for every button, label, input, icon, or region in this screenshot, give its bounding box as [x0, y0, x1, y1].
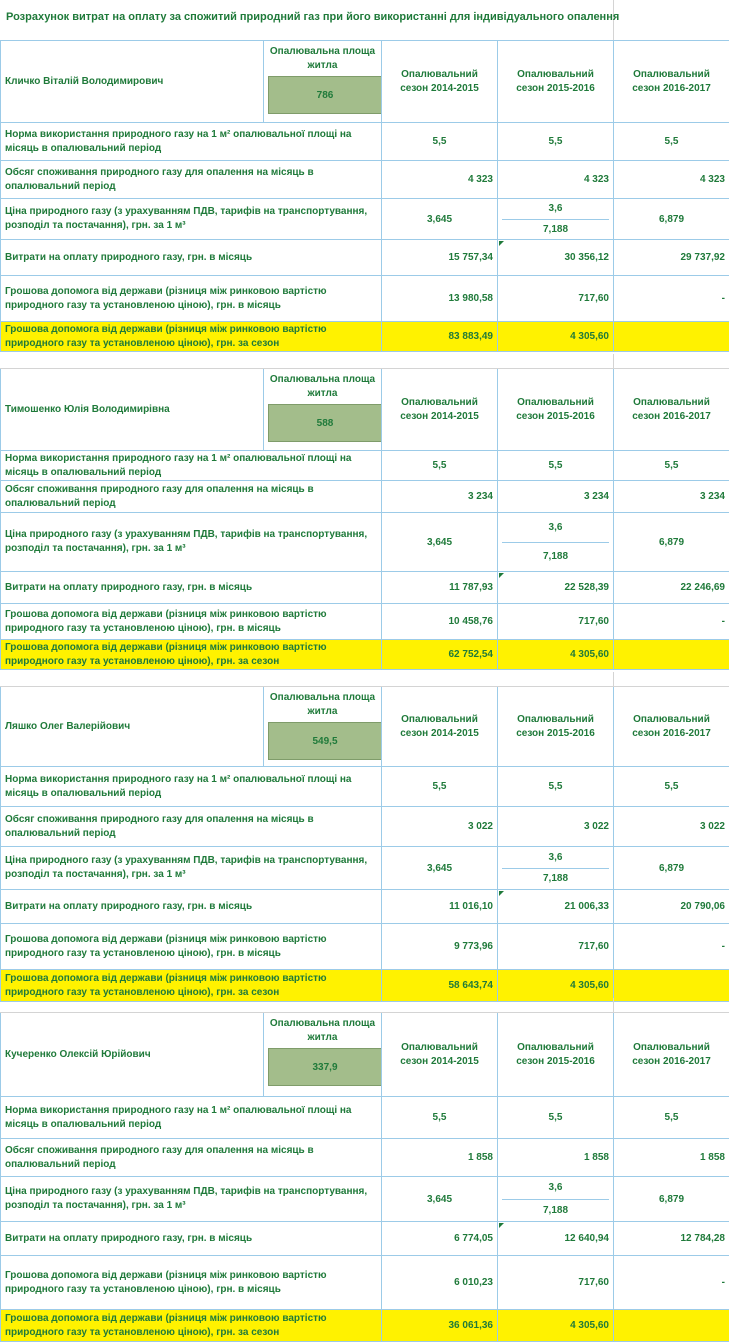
cost-row: [1, 240, 729, 276]
norm-value-text: 5,5: [665, 460, 679, 471]
norm-value-text: 5,5: [665, 781, 679, 792]
aid-season-value-text: 4 305,60: [570, 331, 609, 342]
volume-value[interactable]: [614, 807, 729, 847]
cost-value-text: 6 774,05: [454, 1233, 493, 1244]
season-header-2014[interactable]: [382, 41, 498, 123]
person-name: Кучеренко Олексій Юрійович: [5, 1049, 151, 1060]
volume-value[interactable]: [382, 807, 498, 847]
aid-month-value[interactable]: [614, 604, 729, 640]
season-header-2016[interactable]: [614, 41, 729, 123]
person-name: Тимошенко Юлія Володимирівна: [5, 404, 170, 415]
price-value-a: 3,6: [502, 1177, 609, 1200]
volume-row: [1, 1139, 729, 1177]
person-name-cell[interactable]: [1, 369, 264, 451]
cost-value[interactable]: [614, 572, 729, 604]
person-header-row: [1, 41, 729, 123]
norm-label-text: Норма використання природного газу на 1 м² опалювальної площі на місяць в опалювальний період: [5, 453, 351, 478]
area-value: 588: [268, 404, 382, 442]
cost-value[interactable]: [498, 572, 614, 604]
season-header-2016-text: Опалювальний сезон 2016-2017: [632, 69, 711, 94]
aid-month-value-text: 9 773,96: [454, 941, 493, 952]
cost-label-text: Витрати на оплату природного газу, грн. в місяць: [5, 901, 252, 912]
header-empty-cell[interactable]: [614, 0, 729, 41]
aid-season-row: [1, 322, 729, 352]
volume-value-text: 3 234: [584, 491, 609, 502]
volume-value[interactable]: [614, 481, 729, 513]
season-header-2015-text: Опалювальний сезон 2015-2016: [516, 714, 595, 739]
aid-month-value[interactable]: [382, 604, 498, 640]
price-label[interactable]: [1, 513, 382, 572]
area-cell[interactable]: [264, 687, 382, 767]
price-value[interactable]: [614, 847, 729, 890]
volume-row: [1, 161, 729, 199]
aid-season-value-text: 62 752,54: [449, 649, 494, 660]
season-header-2016[interactable]: [614, 369, 729, 451]
season-header-2014-text: Опалювальний сезон 2014-2015: [400, 1042, 479, 1067]
price-label[interactable]: [1, 847, 382, 890]
price-label[interactable]: [1, 1177, 382, 1222]
price-value-b: 7,188: [502, 543, 609, 572]
price-value-a: 3,6: [502, 513, 609, 543]
price-split-cell[interactable]: [498, 199, 614, 240]
volume-value-text: 3 234: [468, 491, 493, 502]
spacer-row: [0, 354, 729, 369]
sheet-title: Розрахунок витрат на оплату за спожитий природний газ при його використанні для індивідуального опалення: [6, 11, 619, 23]
area-label: Опалювальна площа житла: [268, 691, 377, 719]
aid-season-label-text: Грошова допомога від держави (різниця між ринковою вартістю природного газу та установленою ціною), грн. за сезон: [5, 324, 327, 349]
aid-season-value[interactable]: [498, 1310, 614, 1342]
season-header-2014-text: Опалювальний сезон 2014-2015: [400, 714, 479, 739]
price-value-b: 7,188: [502, 1200, 609, 1222]
cost-value[interactable]: [382, 1222, 498, 1256]
aid-month-label[interactable]: [1, 604, 382, 640]
volume-value[interactable]: [614, 1139, 729, 1177]
aid-month-value[interactable]: [498, 604, 614, 640]
aid-season-label[interactable]: [1, 322, 382, 352]
calc-table: [0, 1012, 729, 1342]
norm-value-text: 5,5: [433, 781, 447, 792]
aid-season-value-text: 4 305,60: [570, 1320, 609, 1331]
volume-label[interactable]: [1, 1139, 382, 1177]
volume-value-text: 3 022: [700, 821, 725, 832]
aid-season-row: [1, 970, 729, 1002]
volume-value[interactable]: [498, 807, 614, 847]
price-value-b: 7,188: [502, 220, 609, 240]
price-value[interactable]: [382, 199, 498, 240]
aid-month-row: [1, 276, 729, 322]
volume-value-text: 4 323: [700, 174, 725, 185]
aid-season-value[interactable]: [614, 1310, 729, 1342]
price-split-cell[interactable]: [498, 847, 614, 890]
aid-season-label[interactable]: [1, 970, 382, 1002]
price-value[interactable]: [614, 513, 729, 572]
cost-value[interactable]: [614, 240, 729, 276]
price-row: [1, 199, 729, 240]
aid-month-row: [1, 1256, 729, 1310]
aid-season-value[interactable]: [382, 1310, 498, 1342]
norm-value[interactable]: [382, 767, 498, 807]
norm-value[interactable]: [614, 451, 729, 481]
person-block: [0, 686, 729, 1002]
person-name: Ляшко Олег Валерійович: [5, 721, 130, 732]
cost-label[interactable]: [1, 1222, 382, 1256]
norm-value-text: 5,5: [433, 1112, 447, 1123]
cost-value-text: 21 006,33: [565, 901, 610, 912]
price-value-text: 3,645: [427, 537, 452, 548]
aid-month-label[interactable]: [1, 276, 382, 322]
calc-table: [0, 686, 729, 1002]
aid-month-label[interactable]: [1, 924, 382, 970]
aid-month-value[interactable]: [614, 276, 729, 322]
person-name-cell[interactable]: [1, 687, 264, 767]
norm-label-text: Норма використання природного газу на 1 м² опалювальної площі на місяць в опалювальний період: [5, 774, 351, 799]
season-header-2014[interactable]: [382, 369, 498, 451]
person-header-row: [1, 369, 729, 451]
area-label: Опалювальна площа житла: [268, 45, 377, 73]
norm-value-text: 5,5: [433, 136, 447, 147]
price-value-text: 6,879: [659, 1194, 684, 1205]
aid-month-value[interactable]: [614, 924, 729, 970]
aid-month-value[interactable]: [382, 276, 498, 322]
aid-month-value-text: 717,60: [578, 941, 609, 952]
norm-value[interactable]: [614, 1097, 729, 1139]
comment-indicator-icon: [499, 891, 504, 896]
volume-value-text: 1 858: [468, 1152, 493, 1163]
season-header-2014[interactable]: [382, 687, 498, 767]
norm-value[interactable]: [498, 123, 614, 161]
spacer-row: [0, 672, 729, 687]
aid-season-label-text: Грошова допомога від держави (різниця між ринковою вартістю природного газу та установленою ціною), грн. за сезон: [5, 1313, 327, 1338]
volume-value[interactable]: [498, 161, 614, 199]
area-cell[interactable]: [264, 1013, 382, 1097]
price-label-text: Ціна природного газу (з урахуванням ПДВ, тарифів на транспортування, розподіл та постачання), грн. за 1 м³: [5, 529, 367, 554]
volume-label[interactable]: [1, 161, 382, 199]
price-row: [1, 847, 729, 890]
volume-label-text: Обсяг споживання природного газу для опалення на місяць в опалювальний період: [5, 167, 314, 192]
season-header-2015-text: Опалювальний сезон 2015-2016: [516, 1042, 595, 1067]
aid-season-value[interactable]: [498, 640, 614, 670]
volume-value-text: 1 858: [584, 1152, 609, 1163]
price-value-b: 7,188: [502, 869, 609, 890]
aid-season-label-text: Грошова допомога від держави (різниця між ринковою вартістю природного газу та установленою ціною), грн. за сезон: [5, 642, 327, 667]
aid-month-label-text: Грошова допомога від держави (різниця між ринковою вартістю природного газу та установленою ціною), грн. в місяць: [5, 609, 327, 634]
aid-month-label-text: Грошова допомога від держави (різниця між ринковою вартістю природного газу та установленою ціною), грн. в місяць: [5, 1270, 327, 1295]
aid-month-value-text: 10 458,76: [449, 616, 494, 627]
season-header-2015[interactable]: [498, 1013, 614, 1097]
area-value: 337,9: [268, 1048, 382, 1086]
norm-value[interactable]: [614, 767, 729, 807]
season-header-2015[interactable]: [498, 687, 614, 767]
aid-season-value-text: 58 643,74: [449, 980, 494, 991]
aid-month-value-text: -: [722, 293, 725, 304]
volume-value[interactable]: [498, 1139, 614, 1177]
volume-value-text: 3 234: [700, 491, 725, 502]
norm-label[interactable]: [1, 123, 382, 161]
cost-value-text: 20 790,06: [681, 901, 726, 912]
price-label-text: Ціна природного газу (з урахуванням ПДВ, тарифів на транспортування, розподіл та постачання), грн. за 1 м³: [5, 855, 367, 880]
season-header-2014-text: Опалювальний сезон 2014-2015: [400, 69, 479, 94]
aid-season-value-text: 4 305,60: [570, 649, 609, 660]
aid-month-value[interactable]: [498, 924, 614, 970]
season-header-2015-text: Опалювальний сезон 2015-2016: [516, 69, 595, 94]
sheet-header-cell[interactable]: [0, 0, 614, 41]
volume-value[interactable]: [382, 481, 498, 513]
season-header-2016[interactable]: [614, 687, 729, 767]
aid-season-value-text: 4 305,60: [570, 980, 609, 991]
aid-month-row: [1, 604, 729, 640]
aid-season-value[interactable]: [382, 970, 498, 1002]
cost-value[interactable]: [498, 890, 614, 924]
cost-value[interactable]: [614, 890, 729, 924]
area-cell[interactable]: [264, 369, 382, 451]
aid-season-value[interactable]: [614, 970, 729, 1002]
cost-value-text: 12 784,28: [681, 1233, 726, 1244]
aid-month-value-text: 717,60: [578, 616, 609, 627]
cost-value[interactable]: [614, 1222, 729, 1256]
volume-value-text: 3 022: [584, 821, 609, 832]
aid-month-label-text: Грошова допомога від держави (різниця між ринковою вартістю природного газу та установленою ціною), грн. в місяць: [5, 286, 327, 311]
cost-value[interactable]: [382, 240, 498, 276]
cost-label-text: Витрати на оплату природного газу, грн. в місяць: [5, 1233, 252, 1244]
aid-month-value-text: 6 010,23: [454, 1277, 493, 1288]
norm-value[interactable]: [382, 1097, 498, 1139]
price-value-text: 3,645: [427, 214, 452, 225]
cost-value[interactable]: [382, 890, 498, 924]
volume-row: [1, 807, 729, 847]
aid-month-label-text: Грошова допомога від держави (різниця між ринковою вартістю природного газу та установленою ціною), грн. в місяць: [5, 934, 327, 959]
grid-line: [613, 998, 614, 1012]
aid-season-row: [1, 1310, 729, 1342]
cost-value[interactable]: [498, 1222, 614, 1256]
price-value-text: 6,879: [659, 214, 684, 225]
price-value-a: 3,6: [502, 847, 609, 869]
aid-month-value-text: -: [722, 941, 725, 952]
norm-label[interactable]: [1, 767, 382, 807]
norm-value[interactable]: [614, 123, 729, 161]
norm-value[interactable]: [382, 451, 498, 481]
volume-value-text: 3 022: [468, 821, 493, 832]
cost-row: [1, 1222, 729, 1256]
aid-season-row: [1, 640, 729, 670]
comment-indicator-icon: [499, 1223, 504, 1228]
cost-value-text: 11 787,93: [449, 582, 493, 593]
volume-label-text: Обсяг споживання природного газу для опалення на місяць в опалювальний період: [5, 1145, 314, 1170]
aid-season-value[interactable]: [498, 970, 614, 1002]
norm-value-text: 5,5: [665, 136, 679, 147]
season-header-2014-text: Опалювальний сезон 2014-2015: [400, 397, 479, 422]
norm-value[interactable]: [498, 1097, 614, 1139]
person-block: [0, 1012, 729, 1342]
cost-value-text: 15 757,34: [449, 252, 494, 263]
aid-month-row: [1, 924, 729, 970]
norm-label[interactable]: [1, 451, 382, 481]
area-cell[interactable]: [264, 41, 382, 123]
calc-table: [0, 40, 729, 352]
aid-season-value[interactable]: [614, 322, 729, 352]
season-header-2016[interactable]: [614, 1013, 729, 1097]
season-header-2016-text: Опалювальний сезон 2016-2017: [632, 397, 711, 422]
cost-value[interactable]: [498, 240, 614, 276]
aid-month-label[interactable]: [1, 1256, 382, 1310]
aid-month-value-text: -: [722, 616, 725, 627]
aid-month-value-text: -: [722, 1277, 725, 1288]
cost-value-text: 22 246,69: [681, 582, 726, 593]
area-value: 549,5: [268, 722, 382, 760]
person-name: Кличко Віталій Володимирович: [5, 76, 163, 87]
season-header-2014[interactable]: [382, 1013, 498, 1097]
volume-label-text: Обсяг споживання природного газу для опалення на місяць в опалювальний період: [5, 484, 314, 509]
person-name-cell[interactable]: [1, 1013, 264, 1097]
norm-value-text: 5,5: [549, 460, 563, 471]
season-header-2016-text: Опалювальний сезон 2016-2017: [632, 714, 711, 739]
cost-value-text: 29 737,92: [681, 252, 726, 263]
comment-indicator-icon: [499, 241, 504, 246]
price-value-a: 3,6: [502, 199, 609, 220]
cost-label[interactable]: [1, 240, 382, 276]
norm-label[interactable]: [1, 1097, 382, 1139]
price-label[interactable]: [1, 199, 382, 240]
volume-label[interactable]: [1, 807, 382, 847]
area-label: Опалювальна площа житла: [268, 373, 377, 401]
aid-month-value-text: 717,60: [578, 1277, 609, 1288]
price-value[interactable]: [614, 1177, 729, 1222]
norm-row: [1, 767, 729, 807]
aid-season-label-text: Грошова допомога від держави (різниця між ринковою вартістю природного газу та установленою ціною), грн. за сезон: [5, 973, 327, 998]
norm-value-text: 5,5: [433, 460, 447, 471]
cost-value-text: 12 640,94: [565, 1233, 610, 1244]
grid-line: [613, 354, 614, 368]
norm-value[interactable]: [382, 123, 498, 161]
cost-value-text: 11 016,10: [449, 901, 493, 912]
aid-season-value[interactable]: [498, 322, 614, 352]
aid-month-value[interactable]: [382, 924, 498, 970]
volume-value[interactable]: [382, 161, 498, 199]
cost-row: [1, 572, 729, 604]
aid-season-value-text: 83 883,49: [449, 331, 494, 342]
comment-indicator-icon: [499, 573, 504, 578]
person-header-row: [1, 687, 729, 767]
spacer-row: [0, 998, 729, 1013]
volume-value-text: 1 858: [700, 1152, 725, 1163]
norm-label-text: Норма використання природного газу на 1 м² опалювальної площі на місяць в опалювальний період: [5, 1105, 351, 1130]
aid-month-value[interactable]: [382, 1256, 498, 1310]
volume-value[interactable]: [498, 481, 614, 513]
aid-season-value-text: 36 061,36: [449, 1320, 494, 1331]
volume-value-text: 4 323: [584, 174, 609, 185]
cost-value-text: 22 528,39: [565, 582, 610, 593]
area-label: Опалювальна площа житла: [268, 1017, 377, 1045]
price-row: [1, 513, 729, 572]
price-value[interactable]: [382, 513, 498, 572]
season-header-2015[interactable]: [498, 41, 614, 123]
season-header-2016-text: Опалювальний сезон 2016-2017: [632, 1042, 711, 1067]
price-split-cell[interactable]: [498, 513, 614, 572]
cost-label[interactable]: [1, 572, 382, 604]
cost-label-text: Витрати на оплату природного газу, грн. в місяць: [5, 252, 252, 263]
calc-table: [0, 368, 729, 670]
price-label-text: Ціна природного газу (з урахуванням ПДВ, тарифів на транспортування, розподіл та постачання), грн. за 1 м³: [5, 1186, 367, 1211]
area-value: 786: [268, 76, 382, 114]
cost-value-text: 30 356,12: [565, 252, 610, 263]
price-value[interactable]: [382, 847, 498, 890]
aid-season-label[interactable]: [1, 1310, 382, 1342]
grid-line: [613, 672, 614, 686]
aid-month-value-text: 13 980,58: [449, 293, 494, 304]
price-value[interactable]: [382, 1177, 498, 1222]
aid-month-value[interactable]: [614, 1256, 729, 1310]
norm-row: [1, 451, 729, 481]
price-label-text: Ціна природного газу (з урахуванням ПДВ, тарифів на транспортування, розподіл та постачання), грн. за 1 м³: [5, 206, 367, 231]
volume-value[interactable]: [382, 1139, 498, 1177]
price-row: [1, 1177, 729, 1222]
price-value-text: 3,645: [427, 863, 452, 874]
aid-month-value[interactable]: [498, 1256, 614, 1310]
aid-season-value[interactable]: [382, 640, 498, 670]
cost-label[interactable]: [1, 890, 382, 924]
volume-label[interactable]: [1, 481, 382, 513]
aid-month-value-text: 717,60: [578, 293, 609, 304]
aid-month-value[interactable]: [498, 276, 614, 322]
aid-season-label[interactable]: [1, 640, 382, 670]
norm-value-text: 5,5: [549, 1112, 563, 1123]
volume-value[interactable]: [614, 161, 729, 199]
norm-value[interactable]: [498, 451, 614, 481]
person-block: [0, 368, 729, 670]
norm-row: [1, 123, 729, 161]
norm-value-text: 5,5: [665, 1112, 679, 1123]
season-header-2015-text: Опалювальний сезон 2015-2016: [516, 397, 595, 422]
aid-season-value[interactable]: [382, 322, 498, 352]
norm-value[interactable]: [498, 767, 614, 807]
person-block: [0, 40, 729, 352]
price-value-text: 6,879: [659, 863, 684, 874]
norm-value-text: 5,5: [549, 781, 563, 792]
cost-value[interactable]: [382, 572, 498, 604]
norm-label-text: Норма використання природного газу на 1 м² опалювальної площі на місяць в опалювальний період: [5, 129, 351, 154]
price-value-text: 6,879: [659, 537, 684, 548]
price-value[interactable]: [614, 199, 729, 240]
person-header-row: [1, 1013, 729, 1097]
price-split-cell[interactable]: [498, 1177, 614, 1222]
price-value-text: 3,645: [427, 1194, 452, 1205]
norm-value-text: 5,5: [549, 136, 563, 147]
season-header-2015[interactable]: [498, 369, 614, 451]
volume-value-text: 4 323: [468, 174, 493, 185]
norm-row: [1, 1097, 729, 1139]
cost-row: [1, 890, 729, 924]
cost-label-text: Витрати на оплату природного газу, грн. в місяць: [5, 582, 252, 593]
volume-label-text: Обсяг споживання природного газу для опалення на місяць в опалювальний період: [5, 814, 314, 839]
volume-row: [1, 481, 729, 513]
aid-season-value[interactable]: [614, 640, 729, 670]
person-name-cell[interactable]: [1, 41, 264, 123]
